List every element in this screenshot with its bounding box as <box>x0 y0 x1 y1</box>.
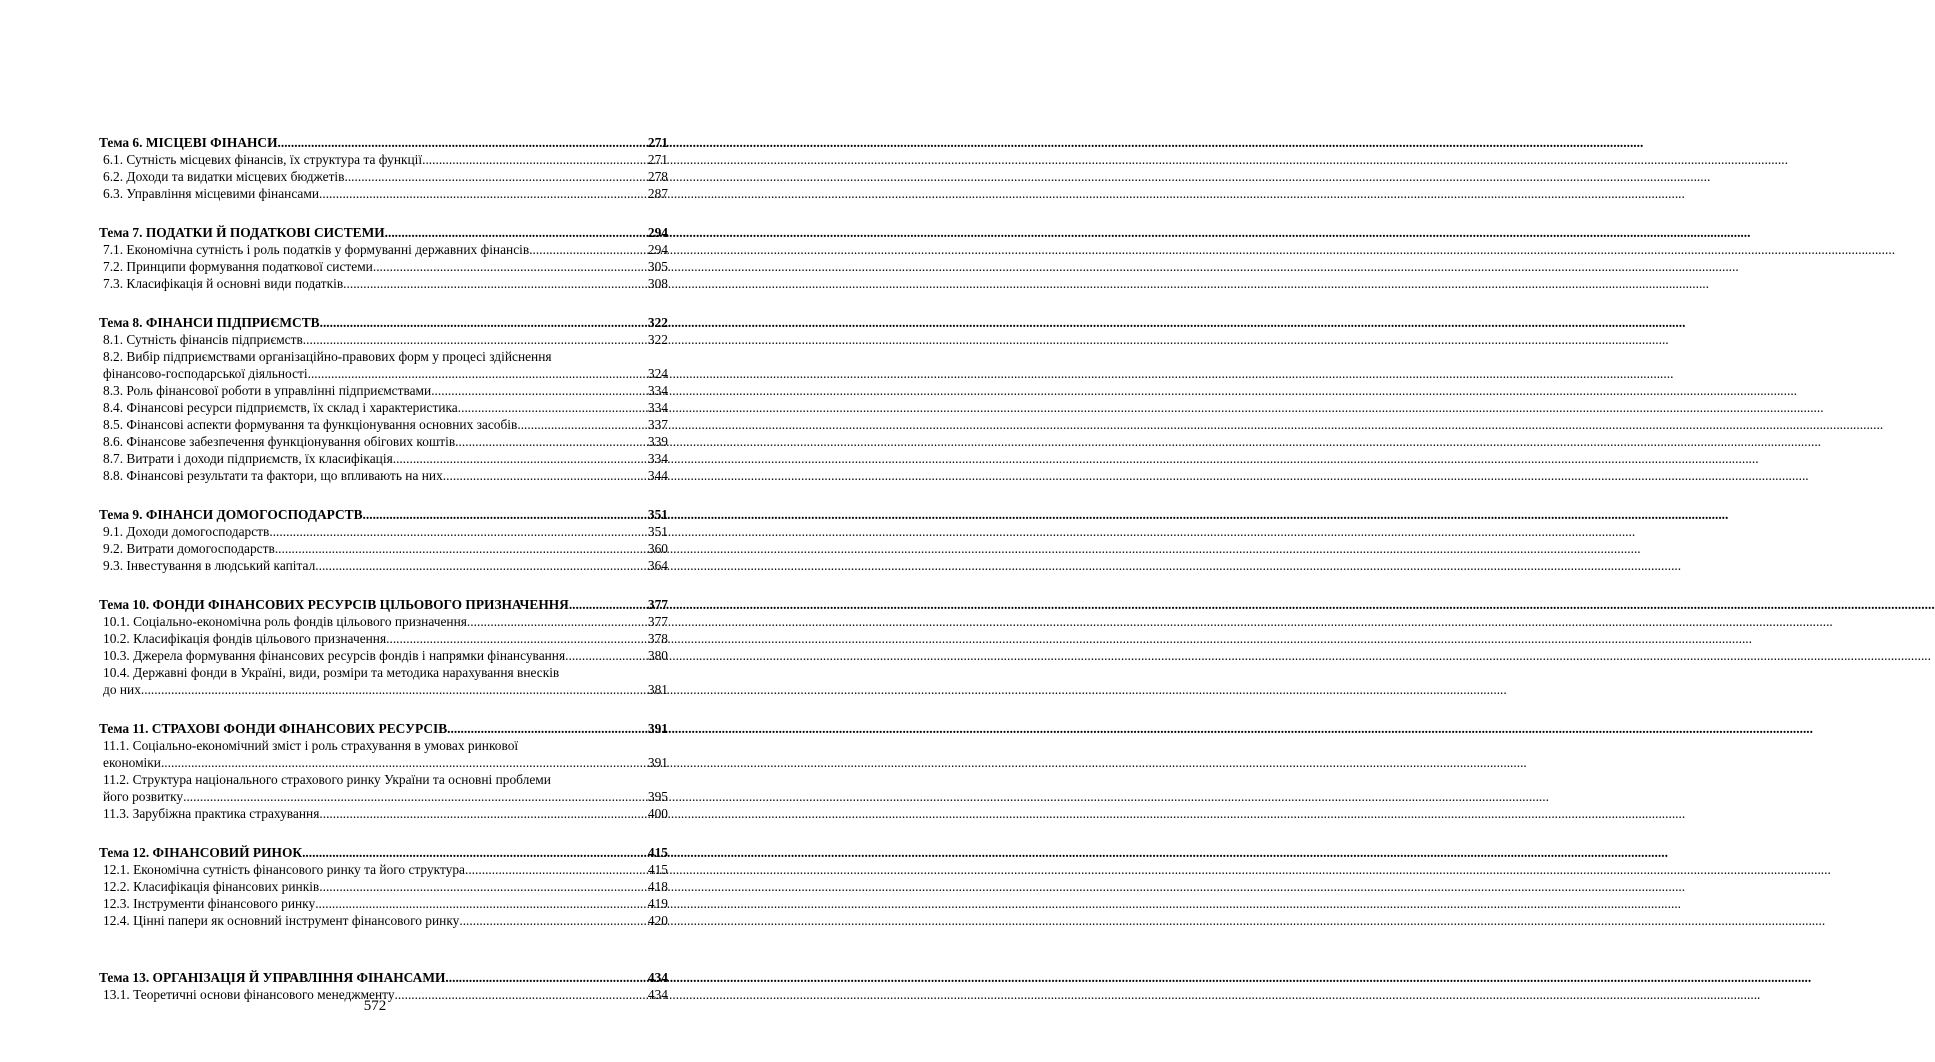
toc-item-page: 334 <box>647 451 668 466</box>
leader-dots <box>315 895 648 912</box>
toc-item-text: 10.1. Соціально-економічна роль фондів цільового призначення <box>103 614 467 629</box>
toc-item-page: 378 <box>647 631 668 646</box>
leader-dots <box>565 647 648 664</box>
toc-heading[interactable] <box>99 720 668 737</box>
toc-heading[interactable] <box>99 314 668 331</box>
leader-dots <box>319 805 648 822</box>
leader-dots <box>363 506 648 523</box>
toc-item[interactable] <box>99 788 668 805</box>
leader-dots <box>385 224 648 241</box>
toc-item-text: 8.1. Сутність фінансів підприємств <box>103 332 303 347</box>
toc-item[interactable] <box>99 681 668 698</box>
toc-item[interactable] <box>99 185 668 202</box>
toc-item-text: 7.2. Принципи формування податкової системи <box>103 259 373 274</box>
leader-dots <box>275 540 648 557</box>
toc-heading[interactable] <box>99 596 668 613</box>
toc-heading-title: Тема 8. ФІНАНСИ ПІДПРИЄМСТВ <box>99 315 320 330</box>
leader-dots <box>302 844 648 861</box>
toc-item-page: 395 <box>647 789 668 804</box>
toc-heading-title: Тема 7. ПОДАТКИ Й ПОДАТКОВІ СИСТЕМИ <box>99 225 385 240</box>
toc-heading-page: 271 <box>647 135 668 150</box>
toc-item-text: 12.1. Економічна сутність фінансового ринку та його структура <box>103 862 465 877</box>
toc-item[interactable] <box>99 382 668 399</box>
leader-dots <box>319 185 648 202</box>
toc-item-page: 391 <box>647 755 668 770</box>
toc-item[interactable] <box>99 450 668 467</box>
toc-item[interactable] <box>99 540 668 557</box>
toc-item-page: 419 <box>647 896 668 911</box>
toc-item-page: 339 <box>647 434 668 449</box>
toc-item[interactable] <box>99 416 668 433</box>
toc-item-text: 10.2. Класифікація фондів цільового призначення <box>103 631 387 646</box>
toc-heading-title: Тема 11. СТРАХОВІ ФОНДИ ФІНАНСОВИХ РЕСУРСІВ <box>99 721 448 736</box>
leader-dots <box>431 382 648 399</box>
leader-dots <box>303 331 648 348</box>
toc-item[interactable] <box>99 365 668 382</box>
leader-dots <box>141 681 648 698</box>
leader-dots <box>529 241 648 258</box>
leader-dots <box>315 557 648 574</box>
toc-section <box>99 720 668 822</box>
toc-item-text: 8.5. Фінансові аспекти формування та функціонування основних засобів <box>103 417 518 432</box>
toc-item-text: 7.3. Класифікація й основні види податків <box>103 276 344 291</box>
toc-item[interactable] <box>99 151 668 168</box>
toc-item[interactable] <box>99 467 668 484</box>
toc-item-page: 351 <box>647 524 668 539</box>
leader-dots <box>373 258 648 275</box>
toc-item-page: 308 <box>647 276 668 291</box>
leader-dots <box>183 788 648 805</box>
toc-item[interactable] <box>99 258 668 275</box>
leader-dots <box>320 314 648 331</box>
leader-dots <box>443 467 648 484</box>
toc-item-text: 8.7. Витрати і доходи підприємств, їх класифікація <box>103 451 393 466</box>
toc-heading-page: 322 <box>647 315 668 330</box>
toc-item[interactable] <box>99 754 668 771</box>
leader-dots <box>308 365 648 382</box>
toc-item[interactable] <box>99 399 668 416</box>
toc-item-page: 434 <box>647 987 668 1002</box>
toc-item-page: 377 <box>647 614 668 629</box>
toc-item-page: 415 <box>647 862 668 877</box>
toc-heading-title: Тема 10. ФОНДИ ФІНАНСОВИХ РЕСУРСІВ ЦІЛЬОВОГО ПРИЗНАЧЕННЯ <box>99 597 569 612</box>
toc-item-page: 364 <box>647 558 668 573</box>
toc-item[interactable] <box>99 331 668 348</box>
toc-item-text[interactable]: 11.2. Структура національного страхового ринку України та основні проблеми <box>103 772 551 787</box>
leader-dots <box>455 433 648 450</box>
toc-item[interactable] <box>99 433 668 450</box>
toc-item-page: 418 <box>647 879 668 894</box>
leader-dots <box>467 613 648 630</box>
toc-item[interactable] <box>99 895 668 912</box>
toc-heading-page: 415 <box>647 845 668 860</box>
leader-dots <box>517 416 648 433</box>
toc-section <box>99 844 668 929</box>
toc-heading-title: Тема 9. ФІНАНСИ ДОМОГОСПОДАРСТВ <box>99 507 363 522</box>
toc-heading-title: Тема 13. ОРГАНІЗАЦІЯ Й УПРАВЛІННЯ ФІНАНСАМИ <box>99 970 446 985</box>
toc-item[interactable] <box>99 241 668 258</box>
toc-item-text: 6.3. Управління місцевими фінансами <box>103 186 320 201</box>
toc-item-page: 344 <box>647 468 668 483</box>
toc-item[interactable] <box>99 557 668 574</box>
toc-heading-page: 391 <box>647 721 668 736</box>
toc-item-page: 271 <box>647 152 668 167</box>
toc-item-continuation: економіки <box>103 755 161 770</box>
toc-item-page: 278 <box>647 169 668 184</box>
toc-heading-page: 351 <box>647 507 668 522</box>
toc-item[interactable] <box>99 647 668 664</box>
toc-heading[interactable] <box>99 224 668 241</box>
toc-item-text: 7.1. Економічна сутність і роль податків у формуванні державних фінансів <box>103 242 530 257</box>
leader-dots <box>343 275 648 292</box>
toc-item-text[interactable]: 8.2. Вибір підприємствами організаційно-правових форм у процесі здійснення <box>103 349 552 364</box>
toc-item-page: 400 <box>647 806 668 821</box>
toc-item-text[interactable]: 11.1. Соціально-економічний зміст і роль страхування в умовах ринкової <box>103 738 519 753</box>
toc-item-continuation: фінансово-господарської діяльності <box>103 366 308 381</box>
toc-item[interactable] <box>99 613 668 630</box>
leader-dots <box>447 720 648 737</box>
toc-item-text: 13.1. Теоретичні основи фінансового менеджменту <box>103 987 395 1002</box>
toc-item-text: 10.3. Джерела формування фінансових ресурсів фондів і напрямки фінансування <box>103 648 566 663</box>
toc-heading-page: 294 <box>647 225 668 240</box>
leader-dots <box>344 168 647 185</box>
toc-item-text: 9.3. Інвестування в людський капітал <box>103 558 316 573</box>
toc-item[interactable] <box>99 912 668 929</box>
leader-dots <box>445 969 648 986</box>
toc-heading-title: Тема 12. ФІНАНСОВИЙ РИНОК <box>99 845 303 860</box>
toc-item-page: 381 <box>647 682 668 697</box>
toc-item-page: 305 <box>647 259 668 274</box>
toc-item[interactable] <box>99 168 668 185</box>
toc-item-text: 12.3. Інструменти фінансового ринку <box>103 896 316 911</box>
leader-dots <box>458 399 648 416</box>
toc-item-text: 8.4. Фінансові ресурси підприємств, їх склад і характеристика <box>103 400 458 415</box>
toc-heading-title: Тема 6. МІСЦЕВІ ФІНАНСИ <box>99 135 278 150</box>
toc-item-text: 11.3. Зарубіжна практика страхування <box>103 806 320 821</box>
toc-heading-page: 434 <box>647 970 668 985</box>
toc-item-text: 9.2. Витрати домогосподарств <box>103 541 275 556</box>
leader-dots <box>422 151 648 168</box>
toc-item-page: 380 <box>647 648 668 663</box>
leader-dots <box>569 596 648 613</box>
toc-heading[interactable] <box>99 844 668 861</box>
leader-dots <box>319 878 648 895</box>
toc-item-page: 337 <box>647 417 668 432</box>
toc-item[interactable] <box>99 805 668 822</box>
toc-section <box>99 224 668 292</box>
leader-dots <box>161 754 648 771</box>
toc-item-text: 8.6. Фінансове забезпечення функціонування обігових коштів <box>103 434 456 449</box>
toc-item-page: 294 <box>647 242 668 257</box>
toc-item[interactable] <box>99 861 668 878</box>
leader-dots <box>278 134 648 151</box>
toc-item-text: 6.1. Сутність місцевих фінансів, їх структура та функції <box>103 152 423 167</box>
toc-heading[interactable] <box>99 134 668 151</box>
toc-section <box>99 506 668 574</box>
leader-dots <box>459 912 648 929</box>
toc-section <box>99 134 668 202</box>
toc-item-text[interactable]: 10.4. Державні фонди в Україні, види, розміри та методика нарахування внесків <box>103 665 560 680</box>
toc-item-text: 6.2. Доходи та видатки місцевих бюджетів <box>103 169 345 184</box>
toc-item-page: 420 <box>647 913 668 928</box>
toc-item-page: 334 <box>647 400 668 415</box>
toc-item-text: 8.3. Роль фінансової роботи в управлінні підприємствами <box>103 383 432 398</box>
toc-item-text: 12.2. Класифікація фінансових ринків <box>103 879 320 894</box>
toc-item-page: 287 <box>647 186 668 201</box>
toc-item-text: 12.4. Цінні папери як основний інструмент фінансового ринку <box>103 913 460 928</box>
toc-heading[interactable] <box>99 506 668 523</box>
toc-section <box>99 596 668 698</box>
toc-item-continuation: до них <box>103 682 141 697</box>
toc-item-continuation: його розвитку <box>103 789 184 804</box>
toc-item-page: 324 <box>647 366 668 381</box>
leader-dots <box>465 861 648 878</box>
toc-heading-page: 377 <box>647 597 668 612</box>
leader-dots <box>393 450 648 467</box>
toc-item[interactable] <box>99 630 668 647</box>
toc-heading[interactable] <box>99 969 668 986</box>
toc-item[interactable] <box>99 275 668 292</box>
toc-item-page: 334 <box>647 383 668 398</box>
toc-item[interactable] <box>99 523 668 540</box>
toc-item-page: 360 <box>647 541 668 556</box>
toc-item-text: 8.8. Фінансові результати та фактори, що впливають на них <box>103 468 443 483</box>
leader-dots <box>269 523 648 540</box>
toc-item-page: 322 <box>647 332 668 347</box>
page-number: 572 <box>363 998 387 1014</box>
toc-item[interactable] <box>99 878 668 895</box>
leader-dots <box>386 630 648 647</box>
table-of-contents <box>99 134 668 1003</box>
toc-item-text: 9.1. Доходи домогосподарств <box>103 524 270 539</box>
toc-section <box>99 314 668 484</box>
